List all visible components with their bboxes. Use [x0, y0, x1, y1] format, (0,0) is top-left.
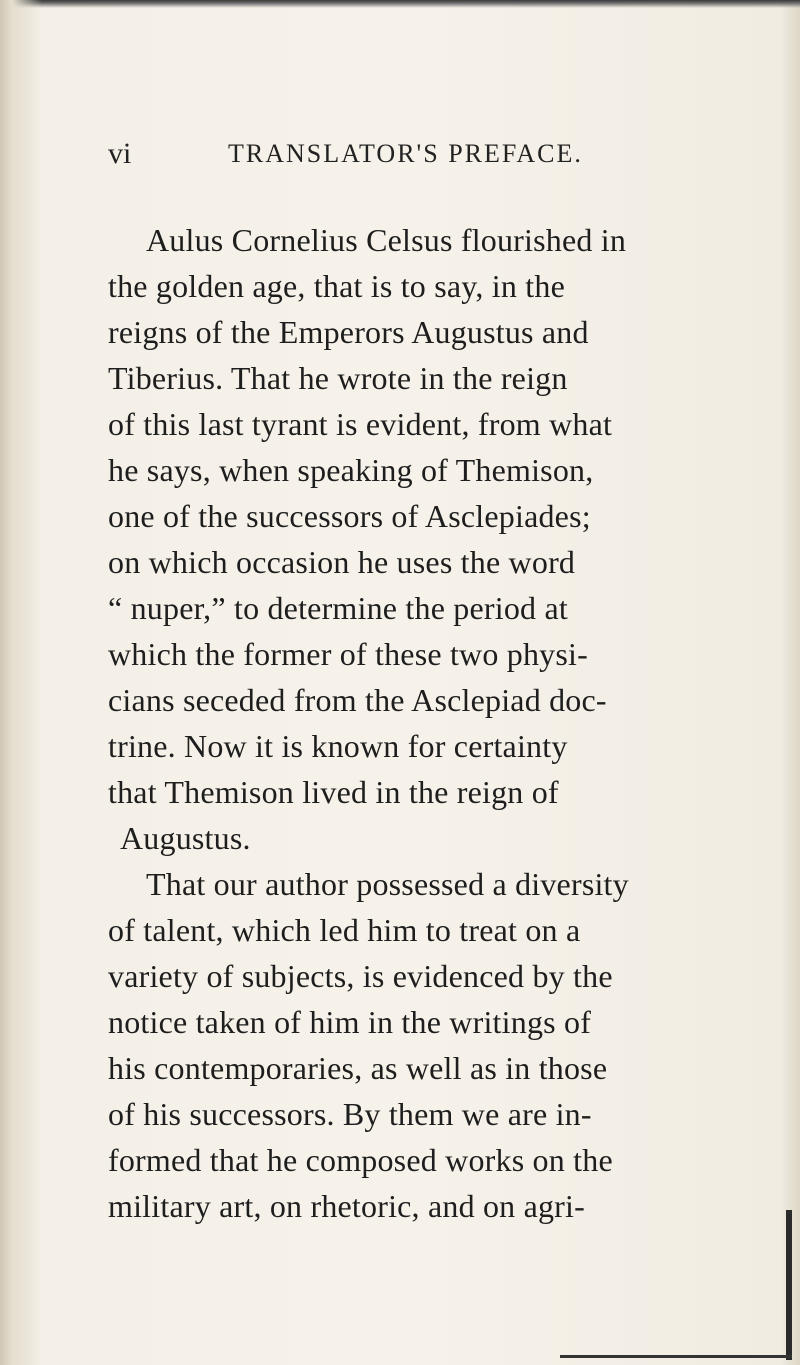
page-number: vi	[108, 137, 132, 170]
running-head	[108, 134, 708, 174]
text-line: he says, when speaking of Themison,	[108, 452, 594, 488]
text-line: one of the successors of Asclepiades;	[108, 498, 591, 534]
text-line: of his successors. By them we are in-	[108, 1096, 592, 1132]
text-line: Tiberius. That he wrote in the reign	[108, 360, 568, 396]
text-line: reigns of the Emperors Augustus and	[108, 314, 589, 350]
text-line: of this last tyrant is evident, from what	[108, 406, 613, 442]
text-line: which the former of these two physi-	[108, 636, 588, 672]
text-line: that Themison lived in the reign of	[108, 774, 559, 810]
text-line: That our author possessed a diversity	[146, 866, 629, 902]
text-line: his contemporaries, as well as in those	[108, 1050, 608, 1086]
text-line: on which occasion he uses the word	[108, 544, 576, 580]
text-line: notice taken of him in the writings of	[108, 1004, 592, 1040]
text-line: of talent, which led him to treat on a	[108, 912, 581, 948]
text-line: Augustus.	[120, 820, 251, 856]
page-gutter-shadow	[0, 0, 42, 1365]
header-title: TRANSLATOR'S PREFACE.	[228, 139, 583, 168]
page-top-edge	[0, 0, 800, 8]
text-line: variety of subjects, is evidenced by the	[108, 958, 613, 994]
text-line: trine. Now it is known for certainty	[108, 728, 568, 764]
page-right-edge	[786, 1210, 792, 1360]
page-bottom-edge	[560, 1355, 792, 1358]
text-line: the golden age, that is to say, in the	[108, 268, 565, 304]
text-line: formed that he composed works on the	[108, 1142, 613, 1178]
text-line: cians seceded from the Asclepiad doc-	[108, 682, 607, 718]
text-line: Aulus Cornelius Celsus flourished in	[146, 222, 627, 258]
text-line: military art, on rhetoric, and on agri-	[108, 1188, 585, 1224]
text-line: “ nuper,” to determine the period at	[108, 590, 568, 626]
